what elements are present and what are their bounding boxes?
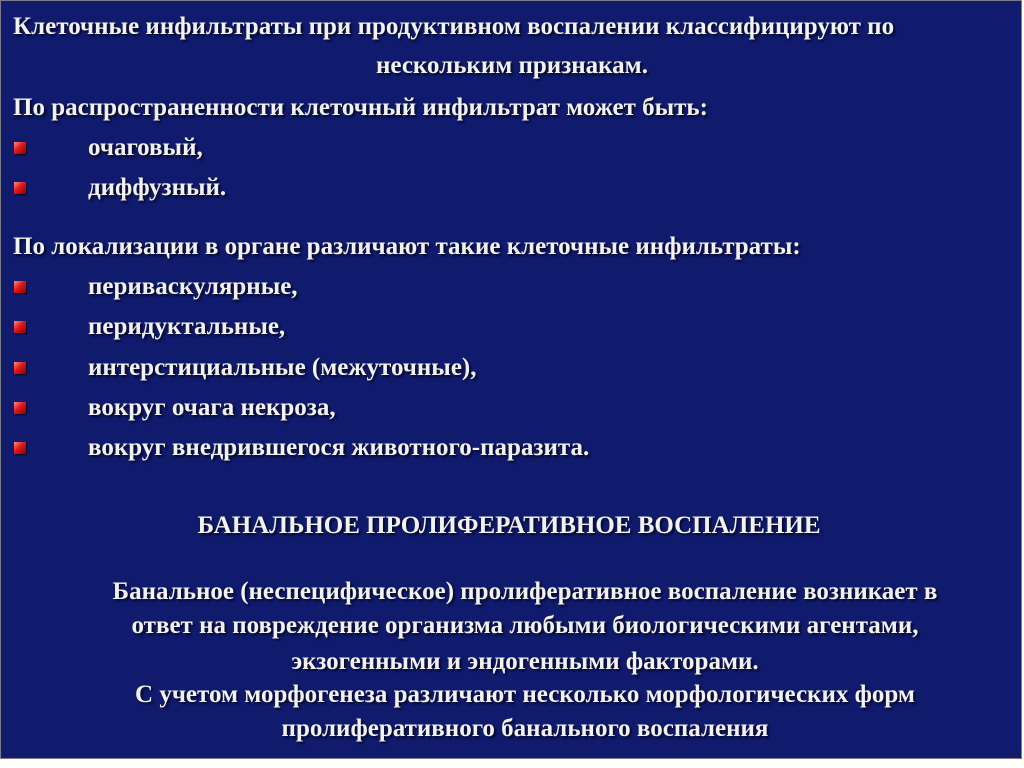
paragraph-line-2: ответ на повреждение организма любыми биологическими агентами, — [131, 612, 919, 639]
bullet-square-icon — [14, 182, 26, 194]
slide-title-line-1: Клеточные инфильтраты при продуктивном воспалении классифицируют по — [13, 13, 895, 40]
paragraph-line-1: Банальное (неспецифическое) пролиферативное воспаление возникает в — [112, 578, 938, 605]
slide-title-line-2: нескольким признакам. — [376, 52, 648, 79]
list-item-perivascular: периваскулярные, — [88, 273, 298, 300]
bullet-square-icon — [14, 142, 26, 154]
bullet-square-icon — [14, 442, 26, 454]
paragraph-line-4: С учетом морфогенеза различают несколько морфологических форм — [135, 681, 915, 708]
bullet-square-icon — [14, 402, 26, 414]
bullet-square-icon — [14, 321, 26, 333]
section-heading-distribution: По распространенности клеточный инфильтрат может быть: — [13, 94, 708, 121]
list-item-focal: очаговый, — [88, 134, 203, 161]
list-item-diffuse: диффузный. — [88, 174, 227, 201]
list-item-periductal: перидуктальные, — [88, 313, 286, 340]
list-item-interstitial: интерстициальные (межуточные), — [88, 354, 477, 381]
list-item-necrosis: вокруг очага некроза, — [88, 394, 336, 421]
list-item-parasite: вокруг внедрившегося животного-паразита. — [88, 434, 590, 461]
paragraph-line-5: пролиферативного банального воспаления — [281, 715, 769, 742]
section-subtitle: БАНАЛЬНОЕ ПРОЛИФЕРАТИВНОЕ ВОСПАЛЕНИЕ — [197, 512, 821, 539]
bullet-square-icon — [14, 281, 26, 293]
paragraph-line-3: экзогенными и эндогенными факторами. — [291, 648, 759, 675]
bullet-square-icon — [14, 362, 26, 374]
section-heading-localization: По локализации в органе различают такие клеточные инфильтраты: — [13, 233, 801, 260]
